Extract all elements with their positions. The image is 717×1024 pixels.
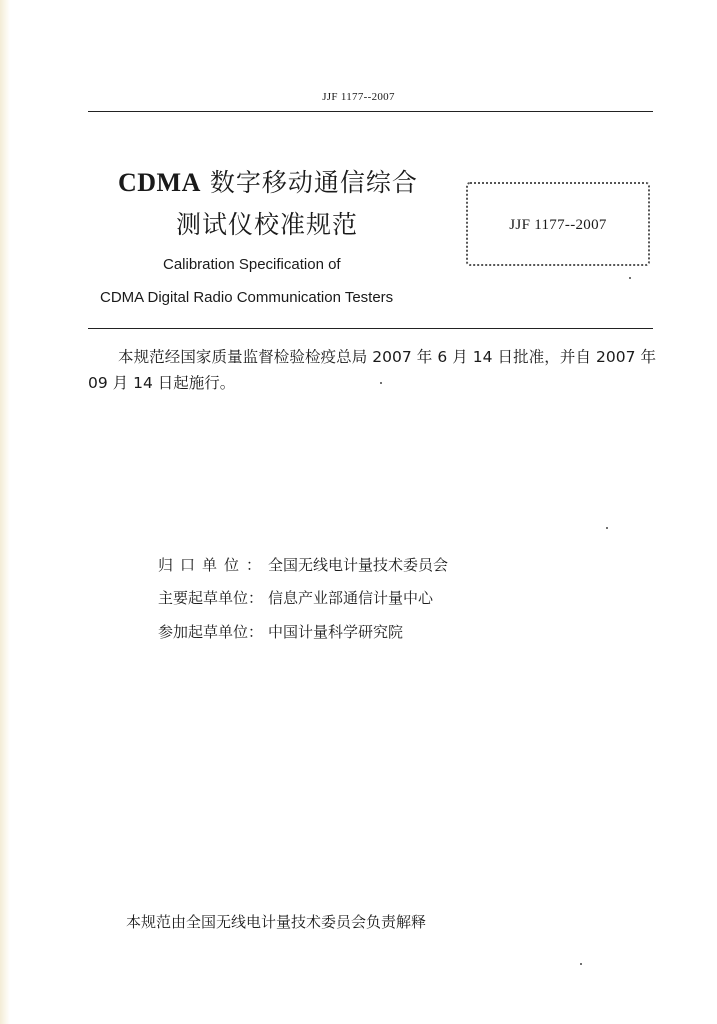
title-rule — [88, 328, 653, 329]
title-english-line-2: CDMA Digital Radio Communication Testers — [100, 289, 394, 306]
organization-row-main-drafter — [158, 587, 433, 608]
scan-speck — [380, 382, 382, 384]
title-chinese-line-1 — [118, 163, 418, 199]
title-chinese-line-1-latin: CDMA — [118, 168, 201, 197]
scan-speck — [580, 963, 582, 965]
title-chinese-line-1-rest: 数字移动通信综合 — [200, 168, 418, 197]
interpretation-statement: 本规范由全国无线电计量技术委员会负责解释 — [126, 913, 427, 931]
scan-speck — [606, 527, 608, 529]
organization-label: 主要起草单位： — [158, 589, 264, 607]
running-header: JJF 1177--2007 — [322, 91, 395, 103]
organization-value: 中国计量科学研究院 — [268, 623, 404, 641]
page-edge — [0, 0, 10, 1024]
title-english-line-1: Calibration Specification of — [163, 256, 341, 273]
organization-value: 信息产业部通信计量中心 — [268, 589, 434, 607]
standard-code-box — [466, 182, 650, 266]
organization-label: 归口单位： — [158, 556, 269, 574]
organization-row-responsible — [158, 554, 448, 575]
title-chinese-line-2: 测试仪校准规范 — [176, 210, 359, 239]
organization-row-participant — [158, 621, 403, 642]
approval-statement: 本规范经国家质量监督检验检疫总局 2007 年 6 月 14 日批准，并自 2007 年 09 月 14 日起施行。 — [88, 348, 656, 392]
header-rule — [88, 111, 653, 112]
organization-value: 全国无线电计量技术委员会 — [268, 556, 449, 574]
organization-label: 参加起草单位： — [158, 623, 264, 641]
standard-code: JJF 1177--2007 — [509, 217, 607, 233]
scan-speck — [629, 277, 631, 279]
